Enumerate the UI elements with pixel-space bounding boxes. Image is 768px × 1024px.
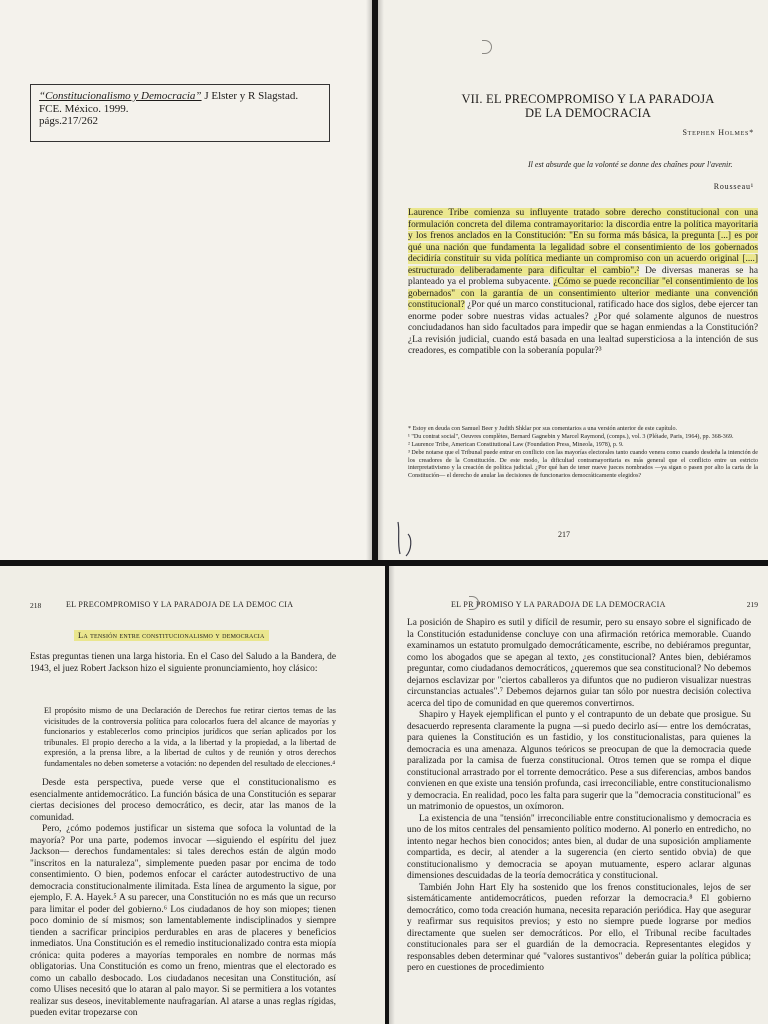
body-paragraph: Shapiro y Hayek ejemplifican el punto y el contrapunto de un debate que prosigue. Su desacuerdo representa claramente la pugna —si puedo decirlo así— entre los demócratas, para quienes la Constitución es un fastidio, y los constitucionalistas, para quienes la democracia es una amenaza. Algunos teóricos se preocupan de que la democracia quede paralizada por la camisa de fuerza constitucional. Otros temen que se rompa el dique constitucional arrastrado por el torrente democrático. Pese a sus diferencias, ambos bandos convienen en que existe una tensión profunda, casi irreconciliable, entre constitucionalismo y democracia. En realidad, poco les falta para sugerir que la "democracia constitucional" es un matrimonio de opuestos, un oxímoron. <box>407 710 751 812</box>
body-paragraph: También John Hart Ely ha sostenido que los frenos constitucionales, lejos de ser sistemáticamente antidemocráticos, pueden reforzar la democracia.⁸ El gobierno democrático, como toda creación humana, necesita reparación periódica. Hay que asegurar y reafirmar sus requisitos previos; y esto no siempre puede lograrse por medios directamente que suelen ser democráticos. Por ello, el Tribunal recibe facultades constitucionales para ser el guardián de la democracia. Representantes elegidos y responsables deben determinar qué "valores sustantivos" deberán guiar la política pública; pero en cuestiones de procedimiento <box>407 882 751 973</box>
citation-pages: págs.217/262 <box>39 115 98 127</box>
chapter-author: Stephen Holmes* <box>682 128 754 137</box>
highlighted-text: ¿Cómo se puede reconciliar "el consentimiento de los gobernados" con la garantía de un consentimiento ulterior mediante una convención constitucional? <box>408 277 759 310</box>
chapter-title-line2: DE LA DEMOCRACIA <box>524 106 652 120</box>
citation-title: “Constitucionalismo y Democracia” <box>39 90 202 102</box>
body-paragraph: Estas preguntas tienen una larga historia. En el Caso del Saludo a la Bandera, de 1943, el juez Robert Jackson hizo el siguiente pronunciamiento, hoy clásico: <box>30 652 336 674</box>
body-paragraph: Pero, ¿cómo podemos justificar un sistema que sofoca la voluntad de la mayoría? Por una parte, podemos invocar —siguiendo el espíritu del juez Jackson— derechos fundamentales: si tales derechos están de algún modo "inscritos en la naturaleza", simplemente pueden pasar por encima de todo consentimiento. O bien, podemos enfocar el carácter autodestructivo de una democracia constitucionalmente ilimitada. Esta línea de argumento la sigue, por ejemplo, F. A. Hayek.⁵ A su parecer, una Constitución no es más que un recurso para limitar el poder del gobierno.⁶ Los ciudadanos de hoy son miopes; tienen poco dominio de sí mismos; son lamentablemente indisciplinados y siempre tienden a sacrificar principios perdurables en aras de placeres y beneficios inmediatos. Una Constitución es el remedio institucionalizado contra esta miopía crónica: quita poderes a mayorías temporales en nombre de normas más obligatorias. Una Constitución es como un freno, mientras que el electorado es como un caballo desbocado. Los ciudadanos necesitan una Constitución, así como Ulises necesitó que lo ataran al palo mayor. Si se permitiera a los votantes realizar sus deseos, inevitablemente naufragarían. Al atarse a unas reglas rígidas, pueden evitar tropezarse con <box>30 824 336 1018</box>
body-paragraph: La existencia de una "tensión" irreconciliable entre constitucionalismo y democracia es uno de los mitos centrales del pensamiento político moderno. Al ponerlo en entredicho, no intento negar hechos bien conocidos; antes bien, al dudar de una suposición ampliamente compartida, es decir, al atender a la sugerencia (en cierto sentido obvia) de que constitucionalismo y democracia se apoyan mutuamente, espero aclarar algunas dimensiones descuidadas de la teoría democrática y constitucional. <box>407 813 751 881</box>
footnote: ³ Debe notarse que el Tribunal puede entrar en conflicto con las mayorías electorales tanto cuando venera como cuando desdeña la intención de los creadores de la Constitución. De este modo, la dificultad contramayoritaria es más general que el conflicto entre un estricto interpretativismo y la creación de política judicial. ¿Por qué han de tener nueve jueces nombrados —ya sigan o pasen por alto la carta de la Constitución— el derecho de anular las decisiones de funcionarios democráticamente elegidos? <box>408 450 758 480</box>
page-number: 218 <box>30 601 42 610</box>
footnotes <box>408 426 758 481</box>
pen-mark-icon <box>394 520 424 558</box>
page-photocopy-217 <box>378 0 768 560</box>
running-head: EL PRECOMPROMISO Y LA PARADOJA DE LA DEMOC CIA <box>66 600 294 609</box>
body-text: ¿Por qué un marco constitucional, ratificado hace dos siglos, debe ejercer tan enorme poder sobre nuestras vidas actuales? ¿Por qué solamente algunos de nuestros conciudadanos han sido facultados para impedir que se hagan enmiendas a la Constitución? ¿La revisión judicial, cuando está basada en una lealtad supersticiosa a la intención de sus creadores, es compatible con la soberanía popular?³ <box>408 300 758 356</box>
epigraph-source: Rousseau¹ <box>713 182 754 191</box>
page-photocopy-219 <box>389 566 768 1024</box>
block-quote: El propósito mismo de una Declaración de Derechos fue retirar ciertos temas de las vicisitudes de la controversia política para colocarlos fuera del alcance de mayorías y funcionarios y establecerlos como principios jurídicos que serían aplicados por los tribunales. El propio derecho a la vida, a la libertad y la propiedad, a la libertad de expresión, a la prensa libre, a la libertad de cultos y de reunión y otros derechos fundamentales no deben someterse a votación: no dependen del resultado de elecciones.⁴ <box>44 706 336 768</box>
citation-authors: J Elster y R Slagstad. <box>201 90 299 102</box>
chapter-opening-paragraph <box>408 208 758 358</box>
page-number: 219 <box>746 600 758 609</box>
body-text-block <box>30 778 336 1020</box>
page-edge-shadow <box>389 566 395 1024</box>
chapter-title <box>408 92 768 120</box>
footnote: ¹ "Du contrat social", Oeuvres complètes, Bernard Gagnebin y Marcel Raymond, (comps.), vol. 3 (Pléiade, Paris, 1964), pp. 368-369. <box>408 434 734 441</box>
body-paragraph: Desde esta perspectiva, puede verse que el constitucionalismo es esencialmente antidemocrático. La función básica de una Constitución es separar ciertas decisiones del proceso democrático, es decir, atar las manos de la comunidad. <box>30 778 336 823</box>
running-head: EL PR PROMISO Y LA PARADOJA DE LA DEMOCRACIA <box>451 600 666 609</box>
page-number: 217 <box>558 530 570 539</box>
footnote: * Estoy en deuda con Samuel Beer y Judith Shklar por sus comentarios a una versión anterior de este capítulo. <box>408 426 678 432</box>
page-photocopy-top-left <box>0 0 372 560</box>
chapter-title-line1: VII. EL PRECOMPROMISO Y LA PARADOJA <box>461 92 715 106</box>
body-paragraph: La posición de Shapiro es sutil y difícil de resumir, pero su ensayo sobre el significado de la Constitución estadunidense concluye con una afirmación retórica memorable. Cuando examinamos un estatuto promulgado democráticamente, escribe, no debiéramos preguntar, como los abogados que se apegan al texto, ¿es constitucional? Antes bien, debiéramos preguntar, como ciudadanos democráticos, ¿queremos que sea constitucional? No debemos dejarnos esclavizar por "ciertos caballeros ya difuntos que no pudieron visualizar nuestras circunstancias actuales".⁷ Debemos dejarnos guiar tan sólo por nuestra decisión colectiva acerca del tipo de comunidad en que queremos convertirnos. <box>407 618 751 709</box>
section-heading: La tensión entre constitucionalismo y democracia <box>74 630 269 641</box>
body-text: De diversas maneras se ha planteado ya el problema subyacente. <box>408 265 758 287</box>
page-edge-shadow <box>378 0 384 560</box>
highlighted-text: Laurence Tribe comienza su influyente tratado sobre derecho constitucional con una formulación concreta del dilema contramayoritario: la discordia entre la política mayoritaria y los frenos anclados en la Constitución: "En su forma más básica, la pregunta [...] es por qué una nación que fundamenta la legalidad sobre el consentimiento de los gobernados decidiría constituir su vida política mediante un compromiso con un acuerdo original [....] estructurado deliberadamente para dificultar el cambio".² <box>408 208 758 276</box>
footnote: ² Laurence Tribe, American Constitutional Law (Foundation Press, Mineola, 1978), p. 9. <box>408 442 624 449</box>
citation-box <box>30 84 330 142</box>
body-text-block <box>407 618 751 975</box>
citation-publisher: FCE. México. 1999. <box>39 102 129 115</box>
page-edge-shadow <box>366 0 372 560</box>
page-photocopy-218 <box>0 566 385 1024</box>
punch-hole-icon <box>482 40 492 54</box>
epigraph: Il est absurde que la volonté se donne des chaînes pour l'avenir. <box>528 160 733 169</box>
